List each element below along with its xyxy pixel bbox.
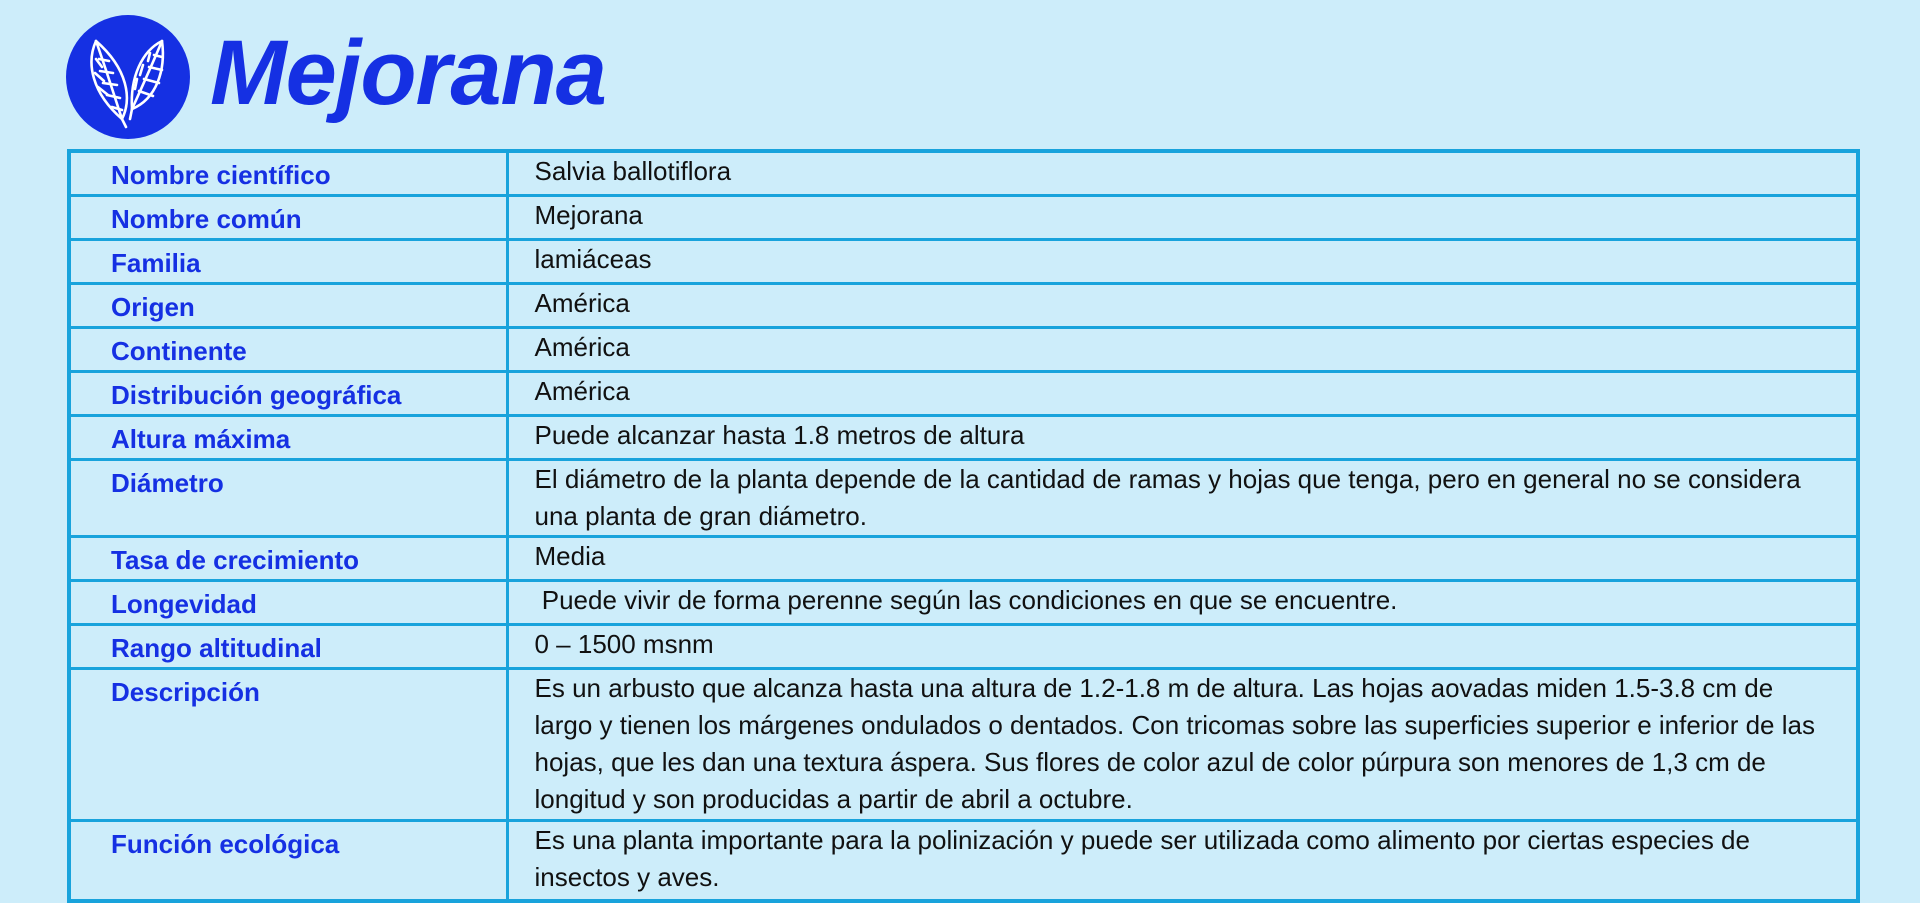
row-value-familia: lamiáceas	[507, 240, 1858, 284]
table-row	[69, 240, 1858, 284]
table-row	[69, 196, 1858, 240]
table-row	[69, 372, 1858, 416]
row-label-rango-altitudinal: Rango altitudinal	[69, 625, 507, 669]
page-header	[66, 16, 606, 138]
row-label-funcion-ecologica: Función ecológica	[69, 821, 507, 901]
table-row	[69, 328, 1858, 372]
row-value-diametro: El diámetro de la planta depende de la cantidad de ramas y hojas que tenga, pero en general no se considera una planta de gran diámetro.	[507, 460, 1858, 537]
table-row	[69, 669, 1858, 821]
row-value-distribucion: América	[507, 372, 1858, 416]
row-value-origen: América	[507, 284, 1858, 328]
row-label-nombre-cientifico: Nombre científico	[69, 151, 507, 196]
table-row	[69, 416, 1858, 460]
plant-info-table	[67, 149, 1860, 903]
row-value-nombre-comun: Mejorana	[507, 196, 1858, 240]
row-label-distribucion: Distribución geográfica	[69, 372, 507, 416]
row-label-tasa-crecimiento: Tasa de crecimiento	[69, 537, 507, 581]
row-value-nombre-cientifico: Salvia ballotiflora	[507, 151, 1858, 196]
table-row	[69, 151, 1858, 196]
table-row	[69, 460, 1858, 537]
row-value-tasa-crecimiento: Media	[507, 537, 1858, 581]
leaves-icon	[66, 15, 190, 139]
table-row	[69, 625, 1858, 669]
row-value-descripcion: Es un arbusto que alcanza hasta una altura de 1.2-1.8 m de altura. Las hojas aovadas miden 1.5-3.8 cm de largo y tienen los márgenes ondulados o dentados. Con tricomas sobre las superficies superior e inferior de las hojas, que les dan una textura áspera. Sus flores de color azul de color púrpura son menores de 1,3 cm de longitud y son producidas a partir de abril a octubre.	[507, 669, 1858, 821]
row-label-altura: Altura máxima	[69, 416, 507, 460]
row-label-longevidad: Longevidad	[69, 581, 507, 625]
row-value-continente: América	[507, 328, 1858, 372]
row-value-altura: Puede alcanzar hasta 1.8 metros de altura	[507, 416, 1858, 460]
row-value-longevidad: Puede vivir de forma perenne según las condiciones en que se encuentre.	[507, 581, 1858, 625]
row-label-nombre-comun: Nombre común	[69, 196, 507, 240]
row-label-origen: Origen	[69, 284, 507, 328]
row-value-funcion-ecologica: Es una planta importante para la polinización y puede ser utilizada como alimento por ciertas especies de insectos y aves.	[507, 821, 1858, 901]
row-value-rango-altitudinal: 0 – 1500 msnm	[507, 625, 1858, 669]
table-row	[69, 581, 1858, 625]
row-label-continente: Continente	[69, 328, 507, 372]
table-row	[69, 537, 1858, 581]
row-label-familia: Familia	[69, 240, 507, 284]
page-title: Mejorana	[210, 22, 606, 124]
table-row	[69, 284, 1858, 328]
table-row	[69, 821, 1858, 901]
row-label-descripcion: Descripción	[69, 669, 507, 821]
row-label-diametro: Diámetro	[69, 460, 507, 537]
